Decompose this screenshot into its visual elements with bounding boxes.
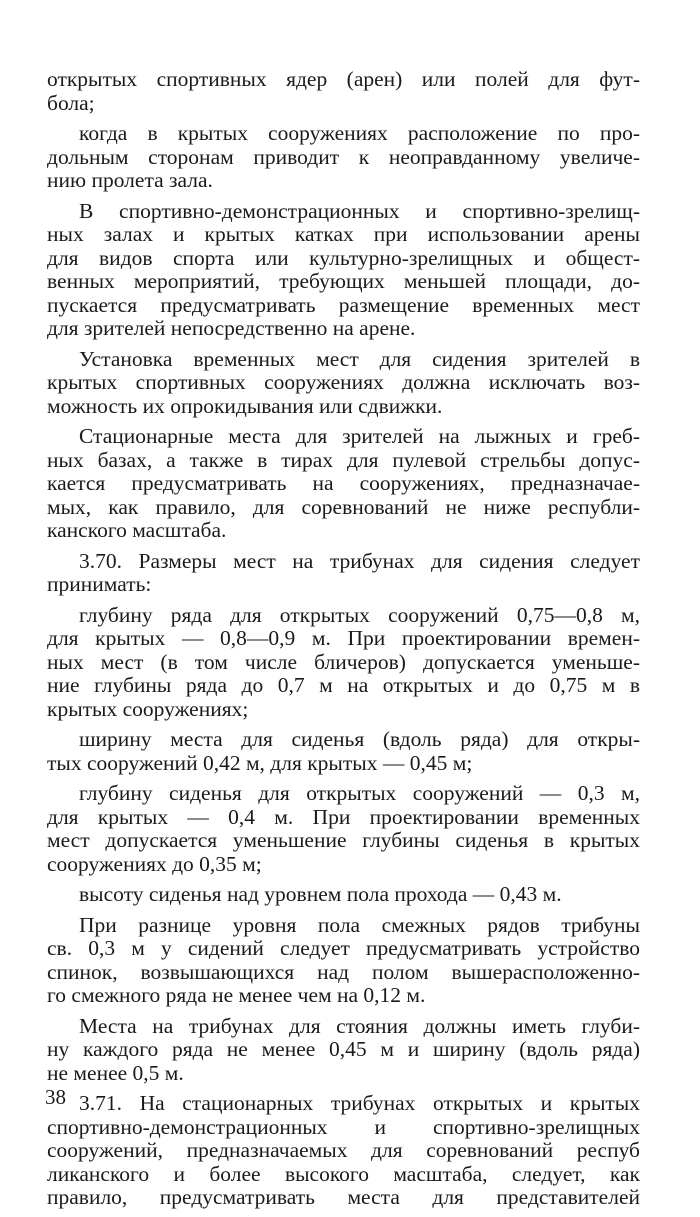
text-line: ширину места для сиденья (вдоль ряда) для откры- [79, 728, 640, 751]
text-line: Стационарные места для зрителей на лыжных и греб- [79, 425, 640, 448]
paragraph [47, 425, 640, 543]
text-line: глубину сиденья для открытых сооружений — 0,3 м, [79, 782, 640, 805]
text-line: для крытых — 0,8—0,9 м. При проектировании времен- [47, 627, 640, 650]
text-line: В спортивно-демонстрационных и спортивно-зрелищ- [79, 199, 640, 223]
text-line: спинок, возвышающихся над полом вышерасположенно- [47, 960, 640, 984]
page-number: 38 [45, 1085, 66, 1109]
text-line: спортивно-демонстрационных и спортивно-зрелищных [47, 1115, 640, 1139]
text-line: 3.70. Размеры мест на трибунах для сидения следует [79, 549, 640, 573]
text-line: открытых спортивных ядер (арен) или полей для фут- [47, 68, 640, 91]
text-line: высоту сиденья над уровнем пола прохода — 0,43 м. [79, 883, 562, 906]
text-line: глубину ряда для открытых сооружений 0,75—0,8 м, [79, 603, 640, 627]
text-line: ликанского и более высокого масштаба, следует, как [47, 1162, 640, 1186]
text-line: кается предусматривать на сооружениях, предназначае- [47, 472, 640, 495]
text-line: мых, как правило, для соревнований не ниже республи- [47, 495, 640, 519]
text-line: 3.71. На стационарных трибунах открытых и крытых [79, 1092, 640, 1115]
paragraph [47, 68, 640, 115]
text-line: тых сооружений 0,42 м, для крытых — 0,45 м; [47, 751, 473, 775]
text-line: При разнице уровня пола смежных рядов трибуны [79, 913, 640, 937]
paragraph [47, 1092, 640, 1210]
text-line: ных мест (в том числе бличеров) допускается уменьше- [47, 650, 640, 674]
text-line: для видов спорта или культурно-зрелищных и общест- [47, 246, 640, 270]
text-line: ну каждого ряда не менее 0,45 м и ширину (вдоль ряда) [47, 1038, 640, 1061]
text-line: ние глубины ряда до 0,7 м на открытых и до 0,75 м в [47, 674, 640, 697]
paragraph [47, 728, 640, 775]
text-line: можность их опрокидывания или сдвижки. [47, 394, 443, 418]
text-line: канского масштаба. [47, 519, 227, 542]
text-line: ных залах и крытых катках при использовании арены [47, 223, 640, 246]
text-line: бола; [47, 91, 95, 115]
text-line: правило, предусматривать места для представителей [47, 1186, 640, 1209]
text-line: св. 0,3 м у сидений следует предусматривать устройство [47, 937, 640, 960]
text-line: ных базах, а также в тирах для пулевой стрельбы допус- [47, 448, 640, 472]
text-line: для зрителей непосредственно на арене. [47, 317, 416, 340]
paragraph [47, 200, 640, 341]
text-line: сооружений, предназначаемых для соревнований респуб [47, 1139, 640, 1162]
text-line: крытых сооружениях; [47, 697, 249, 721]
text-line: го смежного ряда не менее чем на 0,12 м. [47, 984, 426, 1007]
paragraph [47, 914, 640, 1008]
paragraph [47, 550, 640, 597]
text-line: когда в крытых сооружениях расположение по про- [79, 122, 640, 145]
paragraph [47, 122, 640, 193]
text-line: венных мероприятий, требующих меньшей площади, до- [47, 270, 640, 293]
text-line: сооружениях до 0,35 м; [47, 852, 262, 876]
text-line: мест допускается уменьшение глубины сиденья в крытых [47, 829, 640, 852]
paragraph [47, 883, 640, 907]
text-line: дольным сторонам приводит к неоправданному увеличе- [47, 145, 640, 169]
paragraph [47, 348, 640, 419]
text-line: пускается предусматривать размещение временных мест [47, 293, 640, 317]
text-line: Места на трибунах для стояния должны иметь глуби- [79, 1014, 640, 1038]
text-line: нию пролета зала. [47, 169, 213, 192]
text-line: для крытых — 0,4 м. При проектировании временных [47, 805, 640, 829]
paragraph [47, 1015, 640, 1086]
paragraph [47, 782, 640, 876]
paragraph [47, 604, 640, 722]
text-line: крытых спортивных сооружениях должна исключать воз- [47, 371, 640, 394]
text-line: не менее 0,5 м. [47, 1061, 184, 1085]
page-text [47, 68, 640, 1217]
text-line: Установка временных мест для сидения зрителей в [79, 347, 640, 371]
text-line: принимать: [47, 573, 152, 596]
